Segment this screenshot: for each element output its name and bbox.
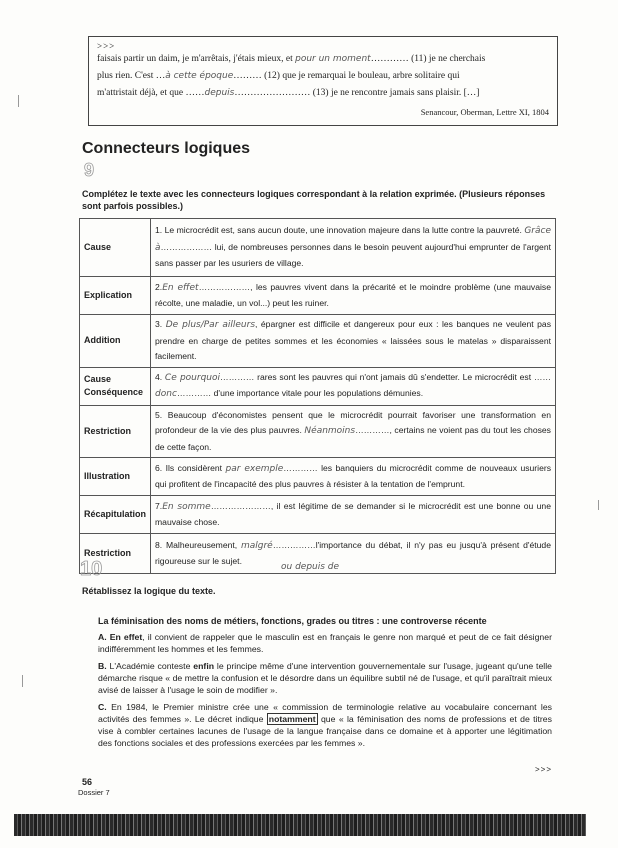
row-label: Illustration xyxy=(80,458,151,496)
row-label: Récapitulation xyxy=(80,496,151,534)
table-row xyxy=(80,315,556,368)
row-text: 5. Beaucoup d'économistes pensent que le microcrédit pourrait favoriser une transformation en profondeur de la vie des plus pauvres. Néanmoins…………, certains ne voient pas du tout les choses de cette façon. xyxy=(151,405,556,458)
quote-line-2: plus rien. C'est …à cette époque……… (12) que je remarquai le bouleau, arbre solitaire qui xyxy=(97,71,460,81)
row-label: Cause xyxy=(80,219,151,277)
handwritten-answer: Grâce à xyxy=(155,226,551,253)
handwritten-answer: malgré xyxy=(240,540,273,551)
circled-connector: notamment xyxy=(268,714,316,724)
row-text: 4. Ce pourquoi………… rares sont les pauvres qui n'ont jamais dû s'endetter. Le microcrédit est ……donc………… d'une importance vitale pour les populations démunies. xyxy=(151,367,556,405)
margin-mark xyxy=(18,95,19,107)
row-text: 2.En effet………………, les pauvres vivent dans la précarité et le moindre problème (une mauvaise récolte, une maladie, un vol...) peut les ruiner. xyxy=(151,277,556,315)
handwritten-answer: donc xyxy=(155,389,177,399)
exercise-number-9: 9 xyxy=(84,160,95,180)
page-number: 56 xyxy=(82,777,93,787)
table-row xyxy=(80,219,556,277)
quote-line-3: m'attristait déjà, et que ……depuis…………………… (13) je ne rencontre jamais sans plaisir. […] xyxy=(97,88,480,98)
row-text: 3. De plus/Par ailleurs, épargner est difficile et dangereux pour eux : les banques ne veulent pas prendre en charge de petites sommes et les économies « laissées sous le matelas » disparaissent facilement. xyxy=(151,315,556,368)
margin-mark xyxy=(598,500,599,510)
continuation-arrow: >>> xyxy=(535,765,553,774)
exercise-10-passage xyxy=(98,615,552,754)
quote-source: Senancour, Oberman, Lettre XI, 1804 xyxy=(420,107,549,117)
exercise-10-title: Rétablissez la logique du texte. xyxy=(82,586,216,596)
handwritten-answer-11: pour un moment xyxy=(295,54,371,64)
handwritten-answer-12: à cette époque xyxy=(165,71,234,81)
row-label: Addition xyxy=(80,315,151,368)
handwritten-answer: Ce pourquoi xyxy=(164,372,220,383)
section-title: Connecteurs logiques xyxy=(82,140,251,157)
handwritten-answer: par exemple xyxy=(225,463,284,474)
paragraph-c: C. En 1984, le Premier ministre crée une « commission de terminologie relative au vocabulaire concernant les activités des femmes ». Le décret indique notamment que « la féminisation des noms de professions et de titres vise à combler certaines lacunes de l'usage de la langue française dans ce domaine et à apporter une légitimation des fonctions sociales et des professions exercées par les femmes ». xyxy=(98,702,552,748)
exercise-number-10: 10 xyxy=(80,558,103,580)
row-label: Cause Conséquence xyxy=(80,367,151,405)
handwritten-answer: Néanmoins xyxy=(304,426,356,436)
row-text: 7.En somme…………………, il est légitime de se demander si le microcrédit est une bonne ou une mauvaise chose. xyxy=(151,496,556,534)
row-label: Restriction xyxy=(80,405,151,458)
row-text: 8. Malheureusement, malgré……………l'importance du débat, il n'y pas eu jusqu'à présent d'étude rigoureuse sur le sujet. ou depuis de xyxy=(151,534,556,574)
table-row xyxy=(80,277,556,315)
dossier-label: Dossier 7 xyxy=(78,788,110,797)
margin-mark xyxy=(22,675,23,687)
row-text: 1. Le microcrédit est, sans aucun doute, une innovation majeure dans la lutte contre la pauvreté. Grâce à……………… lui, de nombreuses personnes dans le besoin peuvent aujourd'hui emprunter de l'argent sans passer par les usuriers de village. xyxy=(151,219,556,277)
exercise-9-instruction: Complétez le texte avec les connecteurs logiques correspondant à la relation exprimée. (Plusieurs réponses sont parfois possibles.) xyxy=(82,189,546,211)
table-row xyxy=(80,534,556,574)
continuation-arrow: >>> xyxy=(97,41,116,51)
table-row xyxy=(80,405,556,458)
table-row xyxy=(80,367,556,405)
table-row xyxy=(80,458,556,496)
connecteurs-table xyxy=(79,218,556,574)
passage-title: La féminisation des noms de métiers, fonctions, grades ou titres : une controverse récente xyxy=(98,616,487,626)
handwritten-answer-13: depuis xyxy=(204,88,235,98)
quote-excerpt-box xyxy=(88,36,558,126)
row-label: Restriction xyxy=(80,534,151,574)
paragraph-b: B. L'Académie conteste enfin le principe même d'une intervention gouvernementale sur l'usage, jugeant qu'une telle démarche risque « de mettre la confusion et le désordre dans un équilibre subtil né de l'usage, et qu'il paraîtrait mieux avisé de laisser à l'usage le soin de modifier ». xyxy=(98,661,552,695)
handwritten-answer: En somme xyxy=(162,501,211,512)
handwritten-note: ou depuis de xyxy=(281,562,340,572)
row-label: Explication xyxy=(80,277,151,315)
table-row xyxy=(80,496,556,534)
scan-edge-bar xyxy=(14,814,586,836)
handwritten-answer: En effet xyxy=(162,282,199,293)
row-text: 6. Ils considèrent par exemple………… les banquiers du microcrédit comme de nouveaux usuriers qui profitent de l'incapacité des plus pauvres à résister à la tentation de l'emprunt. xyxy=(151,458,556,496)
paragraph-a: A. En effet, il convient de rappeler que le masculin est en français le genre non marqué et peut de ce fait désigner indifféremment les hommes et les femmes. xyxy=(98,632,552,654)
quote-line-1: faisais partir un daim, je m'arrêtais, j'étais mieux, et pour un moment………… (11) je ne cherchais xyxy=(97,54,486,64)
handwritten-answer: De plus/Par ailleurs xyxy=(165,320,256,330)
